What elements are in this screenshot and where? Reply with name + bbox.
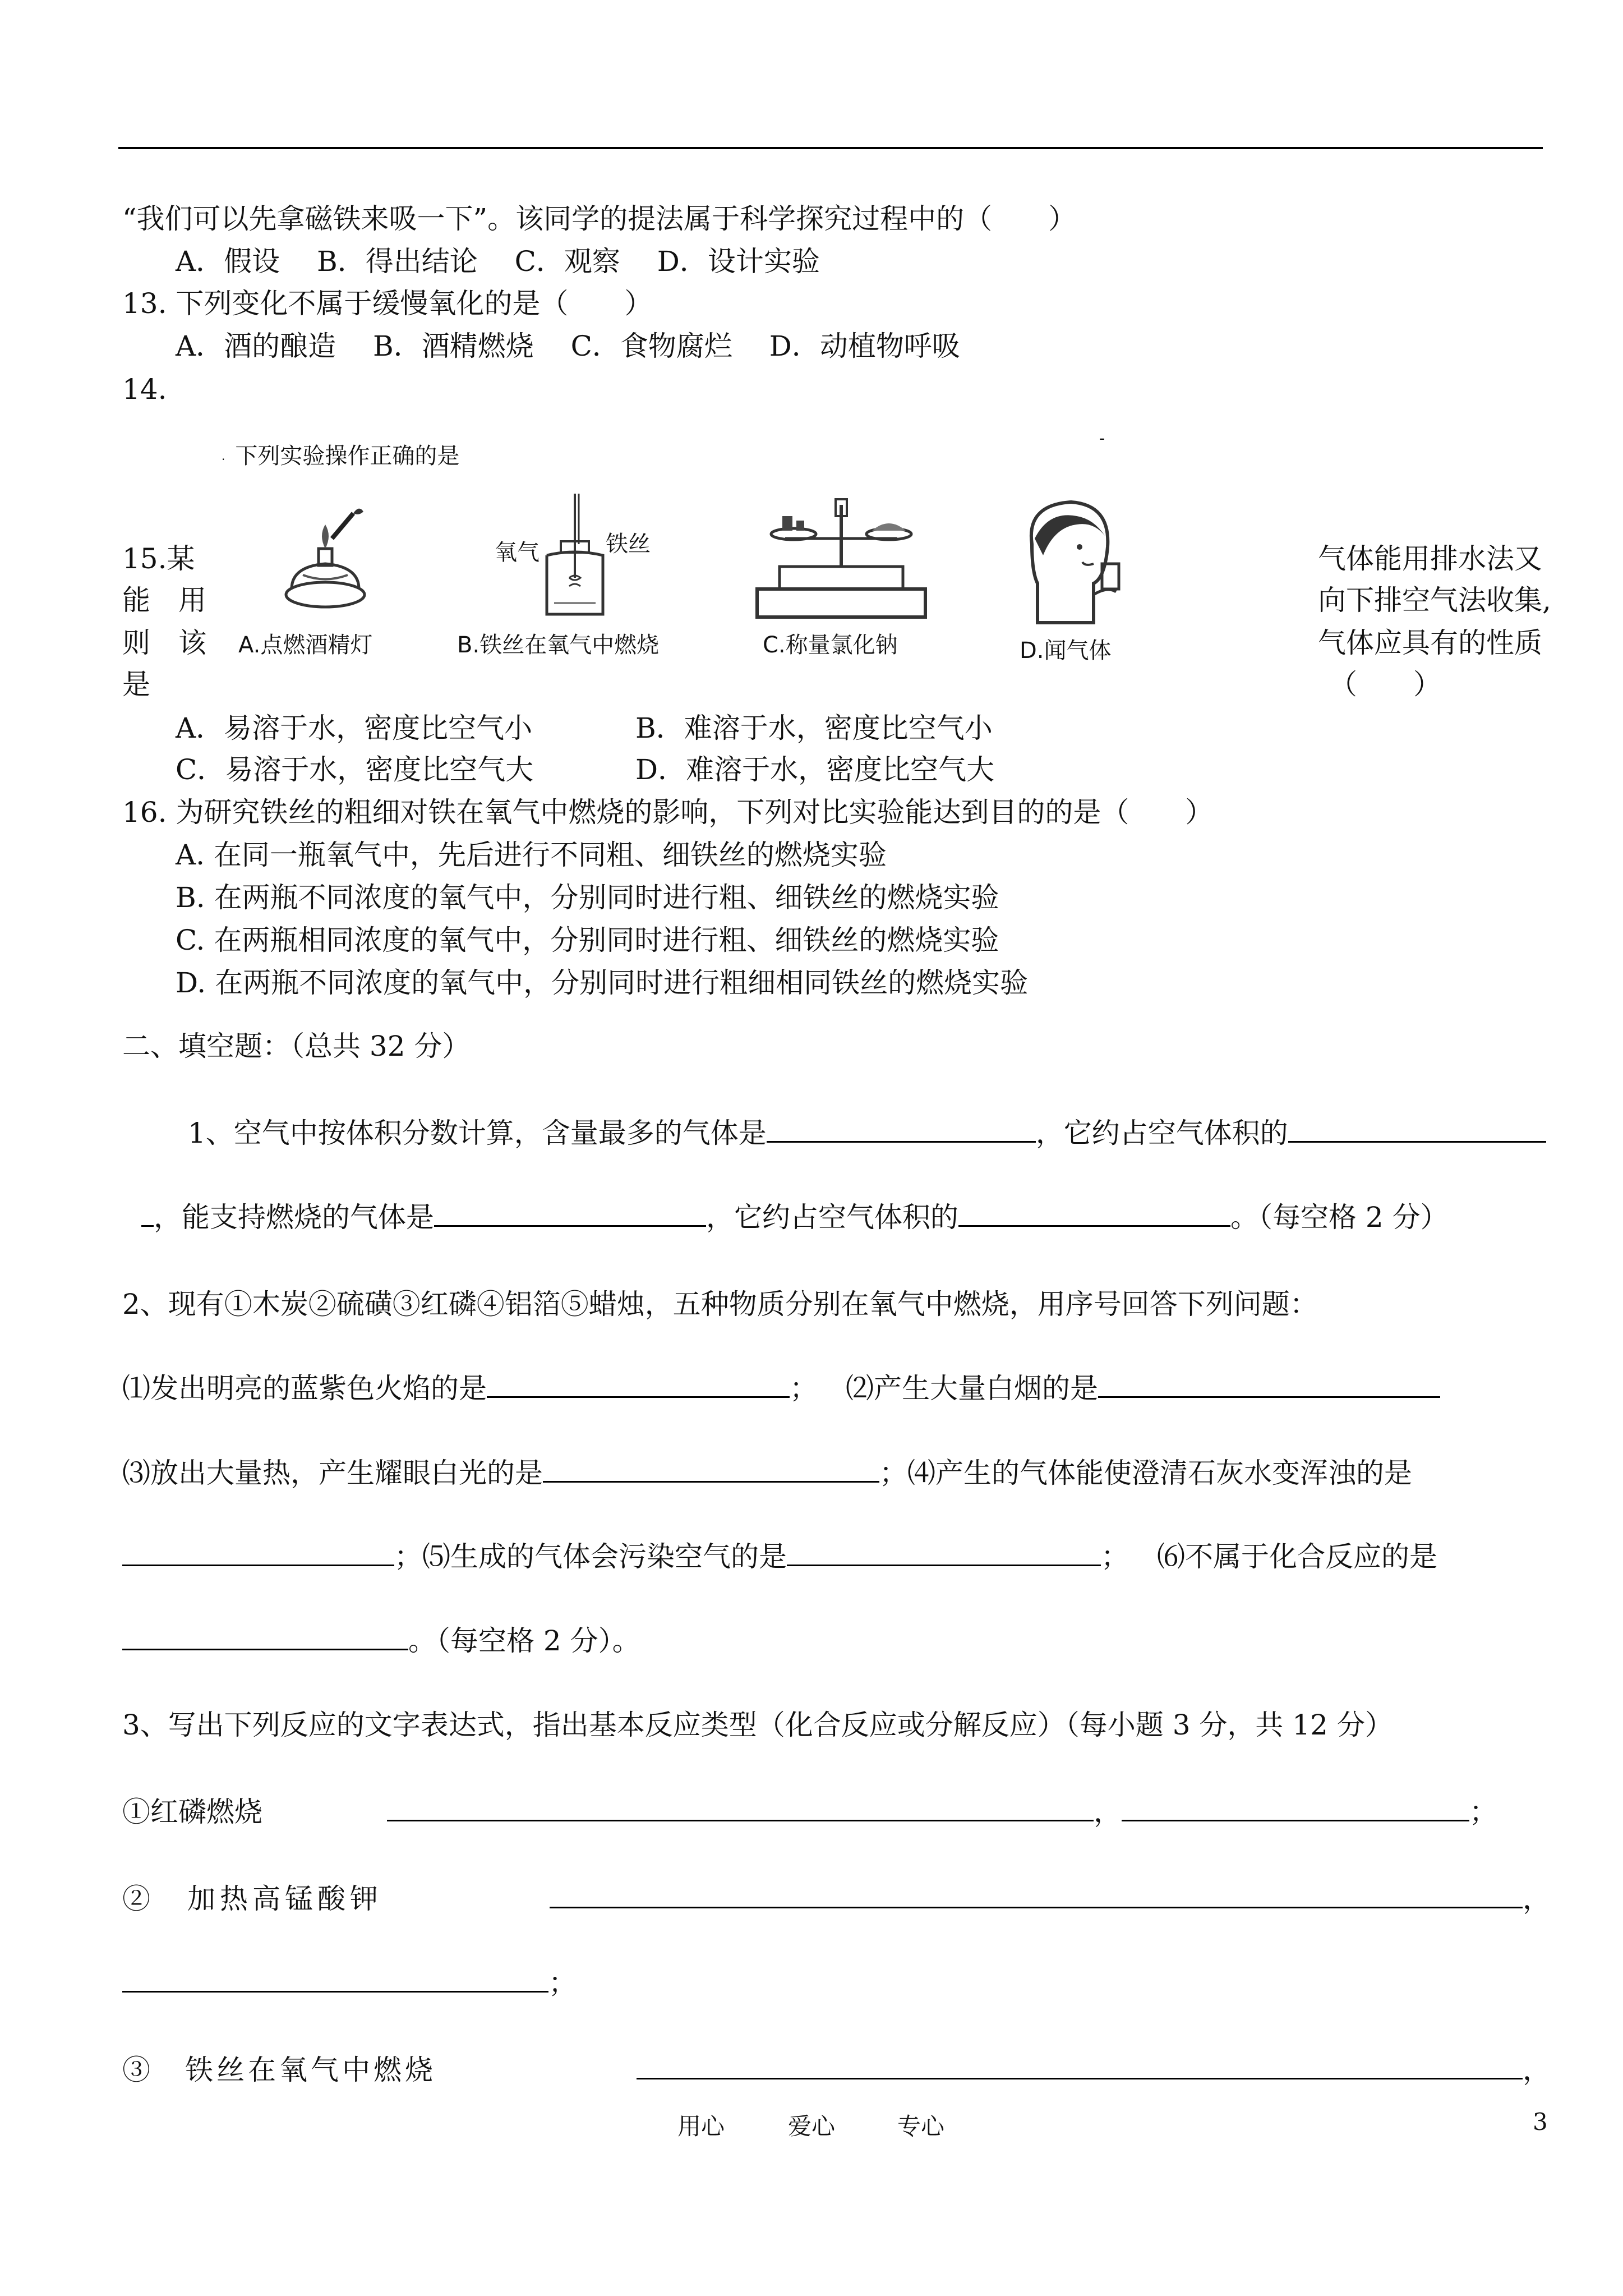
fill-blank[interactable] xyxy=(637,2053,1523,2079)
q14-image-title: · 下列实验操作正确的是 xyxy=(222,443,460,469)
fill-q3-item2-line2: ； xyxy=(122,1966,577,2000)
q15-right-line3: 气体应具有的性质 xyxy=(1318,627,1542,659)
fill-blank[interactable] xyxy=(122,1540,394,1566)
footer-text-1: 用心 xyxy=(677,2113,725,2140)
scan-mark: - xyxy=(1099,429,1105,448)
footer-text-2: 爱心 xyxy=(788,2113,836,2140)
fill-blank[interactable] xyxy=(1098,1372,1440,1398)
fill-blank[interactable] xyxy=(1288,1116,1546,1143)
fill-blank[interactable] xyxy=(787,1540,1101,1566)
fill-q3-item1-label: ①红磷燃烧 xyxy=(122,1796,262,1828)
fill-q3-stem: 3、写出下列反应的文字表达式，指出基本反应类型（化合反应或分解反应）（每小题 3 分，共 12 分） xyxy=(122,1709,1393,1741)
figure-d-caption: D.闻气体 xyxy=(1020,638,1112,664)
q16-stem: 16. 为研究铁丝的粗细对铁在氧气中燃烧的影响，下列对比实验能达到目的的是（ ） xyxy=(122,796,1214,829)
fill-q3-item2-label: ② 加热高锰酸钾 xyxy=(122,1883,382,1915)
figure-a-alcohol-lamp xyxy=(269,505,381,617)
q12-options: A．假设 B．得出结论 C．观察 D．设计实验 xyxy=(176,245,820,278)
figure-c-balance xyxy=(751,494,931,623)
q15-option-b: B．难溶于水，密度比空气小 xyxy=(635,712,993,744)
figure-a-caption: A.点燃酒精灯 xyxy=(238,632,373,658)
q15-option-d: D．难溶于水，密度比空气大 xyxy=(635,753,995,786)
q16-option-a: A. 在同一瓶氧气中，先后进行不同粗、细铁丝的燃烧实验 xyxy=(176,839,887,871)
fill-blank[interactable] xyxy=(767,1116,1036,1143)
fill-q3-item2-blank: ， xyxy=(550,1882,1551,1916)
fill-blank[interactable] xyxy=(958,1200,1230,1227)
fill-q1-line1: 1、空气中按体积分数计算，含量最多的气体是 ，它约占空气体积的 xyxy=(188,1116,1546,1150)
figure-b-oxygen-label: 氧气 xyxy=(495,540,540,565)
figure-c-caption: C.称量氯化钠 xyxy=(763,632,898,658)
fill-q2-line3: ；⑸生成的气体会污染空气的是 ； ⑹不属于化合反应的是 xyxy=(122,1540,1437,1573)
fill-blank[interactable] xyxy=(122,1966,548,1993)
q15-left-line2: 能 用 xyxy=(122,584,206,616)
fill-blank[interactable] xyxy=(487,1372,790,1398)
fill-q2-line2: ⑶放出大量热，产生耀眼白光的是 ；⑷产生的气体能使澄清石灰水变浑浊的是 xyxy=(122,1457,1412,1489)
header-rule xyxy=(118,147,1543,149)
fill-q2-line4: 。（每空格 2 分）。 xyxy=(122,1624,640,1658)
q13-options: A．酒的酿造 B．酒精燃烧 C．食物腐烂 D．动植物呼吸 xyxy=(176,330,960,362)
fill-q1-line2: ，能支持燃烧的气体是 ，它约占空气体积的 。（每空格 2 分） xyxy=(141,1200,1449,1234)
fill-q3-item1-blanks: ， ； xyxy=(387,1795,1497,1829)
figure-b-gas-bottle xyxy=(538,494,611,623)
q16-option-b: B. 在两瓶不同浓度的氧气中，分别同时进行粗、细铁丝的燃烧实验 xyxy=(176,881,999,914)
fill-blank[interactable] xyxy=(122,1624,408,1650)
figure-b-wire-label: 铁丝 xyxy=(606,531,651,557)
q14-number: 14. xyxy=(122,373,167,406)
q15-left-line3: 则 该 xyxy=(122,627,206,659)
fill-blank[interactable] xyxy=(387,1795,1094,1821)
fill-q2-stem: 2、现有①木炭②硫磺③红磷④铝箔⑤蜡烛，五种物质分别在氧气中燃烧，用序号回答下列问题： xyxy=(122,1288,1318,1320)
q16-option-d: D. 在两瓶不同浓度的氧气中，分别同时进行粗细相同铁丝的燃烧实验 xyxy=(176,967,1029,999)
q15-right-line4: （ ） xyxy=(1329,668,1441,701)
figure-d-smelling-gas xyxy=(1009,494,1133,634)
footer-text-3: 专心 xyxy=(897,2113,945,2140)
q15-option-a: A．易溶于水，密度比空气小 xyxy=(176,712,533,744)
fill-blank[interactable] xyxy=(1122,1795,1469,1821)
fill-blank[interactable] xyxy=(550,1882,1523,1908)
fill-q3-item3-label: ③ 铁丝在氧气中燃烧 xyxy=(122,2054,436,2086)
q15-option-c: C．易溶于水，密度比空气大 xyxy=(176,753,534,786)
section2-title: 二、填空题：（总共 32 分） xyxy=(122,1030,471,1062)
q13-stem: 13. 下列变化不属于缓慢氧化的是（ ） xyxy=(122,287,653,320)
figure-b-caption: B.铁丝在氧气中燃烧 xyxy=(457,632,660,658)
fill-blank[interactable] xyxy=(434,1200,706,1227)
fill-blank[interactable] xyxy=(543,1456,879,1483)
q15-left-line1: 15.某 xyxy=(122,542,195,575)
q12-stem-tail: “我们可以先拿磁铁来吸一下”。该同学的提法属于科学探究过程中的（ ） xyxy=(122,203,1077,235)
q15-right-line1: 气体能用排水法又 xyxy=(1318,542,1542,575)
q15-right-line2: 向下排空气法收集, xyxy=(1318,584,1551,616)
fill-q3-item3-blank: ， xyxy=(637,2053,1551,2087)
fill-blank[interactable] xyxy=(141,1200,154,1227)
fill-q2-line1: ⑴发出明亮的蓝紫色火焰的是 ； ⑵产生大量白烟的是 xyxy=(122,1372,1440,1405)
page-number: 3 xyxy=(1533,2108,1548,2136)
q15-left-line4: 是 xyxy=(122,668,150,701)
q16-option-c: C. 在两瓶相同浓度的氧气中，分别同时进行粗、细铁丝的燃烧实验 xyxy=(176,924,999,956)
